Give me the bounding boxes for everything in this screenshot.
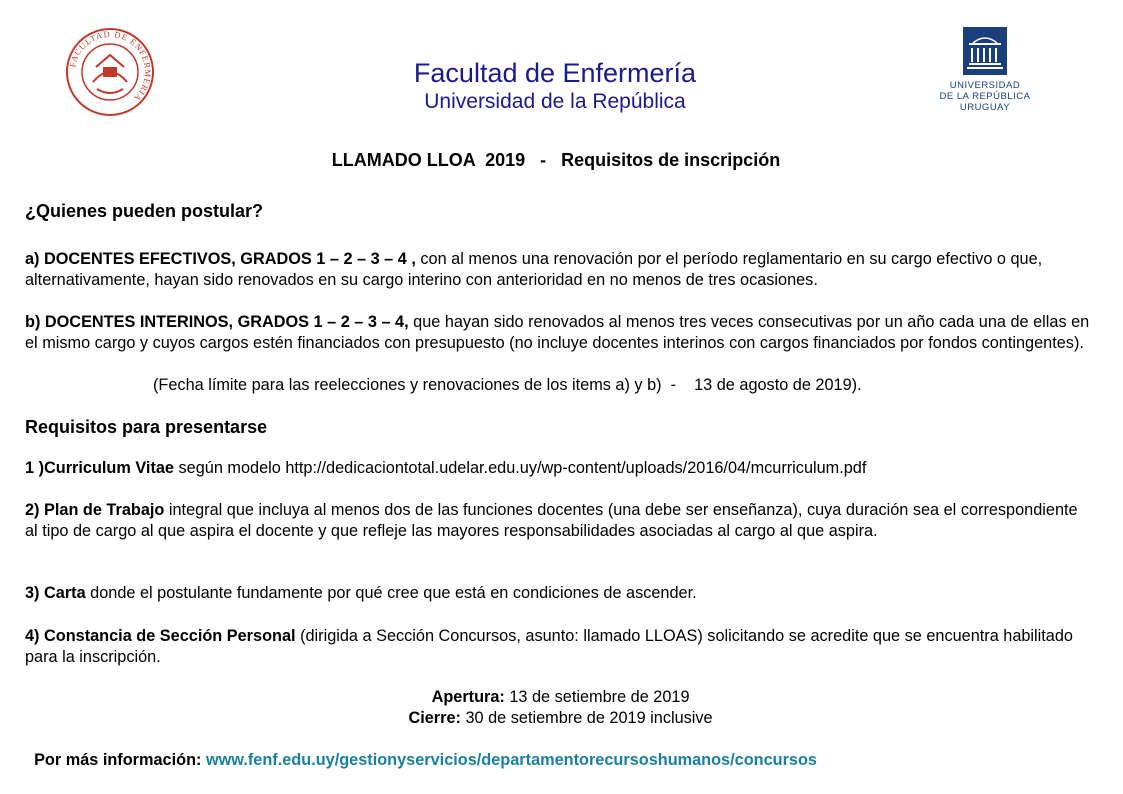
requirement-2 — [25, 500, 1090, 542]
item-b-paragraph — [25, 312, 1090, 354]
udelar-logo — [935, 25, 1035, 117]
requirement-1 — [25, 458, 1090, 479]
requirement-4-text: (dirigida a Sección Concursos, asunto: llamado LLOAS) solicitando se acredite que se encuentra habilitado para la inscripción. — [25, 627, 1073, 666]
seal-text: FACULTAD DE ENFERMERIA — [67, 28, 154, 104]
item-b-label: b) DOCENTES INTERINOS, GRADOS 1 – 2 – 3 – 4, — [25, 313, 409, 331]
closing-date — [0, 687, 1112, 729]
udelar-logo-text: UNIVERSIDAD DE LA REPÚBLICA URUGUAY — [939, 80, 1031, 113]
requirement-1-text: según modelo http://dedicaciontotal.udelar.edu.uy/wp-content/uploads/2016/04/mcurriculum.pdf — [174, 459, 867, 477]
requirements-heading: Requisitos para presentarse — [25, 417, 268, 437]
requirement-3 — [25, 583, 1090, 604]
header — [330, 57, 780, 115]
requirement-3-label: 3) Carta — [25, 584, 86, 602]
closing-value: 30 de setiembre de 2019 inclusive — [460, 709, 713, 727]
more-info — [25, 729, 1090, 771]
faculty-seal-logo — [63, 27, 157, 117]
requirement-3-text: donde el postulante fundamente por qué cree que está en condiciones de ascender. — [85, 584, 697, 602]
requirement-4 — [25, 626, 1090, 668]
requirement-4-label: 4) Constancia de Sección Personal — [25, 627, 296, 645]
item-a-text: con al menos una renovación por el período reglamentario en su cargo efectivo o que, alternativamente, hayan sido renovados en su cargo interino con anterioridad en no menos de tres ocasiones. — [25, 250, 1043, 289]
more-info-link[interactable]: www.fenf.edu.uy/gestionyservicios/departamentorecursoshumanos/concursos — [205, 751, 817, 769]
document-title: LLAMADO LLOA 2019 - Requisitos de inscripción — [331, 150, 781, 170]
item-a-label: a) DOCENTES EFECTIVOS, GRADOS 1 – 2 – 3 – 4 , — [25, 250, 416, 268]
item-a-paragraph — [25, 249, 1090, 291]
faculty-seal-icon — [63, 27, 157, 117]
opening-label: Apertura: — [431, 688, 505, 706]
university-subtitle: Universidad de la República — [424, 90, 686, 113]
requirement-1-label: 1 )Curriculum Vitae — [25, 459, 174, 477]
requirement-2-text: integral que incluya al menos dos de las funciones docentes (una debe ser enseñanza), cuya duración sea el correspondiente al tipo de cargo al que aspira el docente y que refleje las mayores responsabilidades asociadas al cargo al que aspira. — [25, 501, 1078, 540]
opening-value: 13 de setiembre de 2019 — [504, 688, 690, 706]
item-b-text: que hayan sido renovados al menos tres veces consecutivas por un año cada una de ellas en el mismo cargo y cuyos cargos estén financiados con presupuesto (no incluye docentes interinos con cargos financiados por fondos contingentes). — [25, 313, 1090, 352]
deadline-note: (Fecha límite para las reelecciones y renovaciones de los items a) y b) - 13 de agosto de 2019). — [153, 376, 862, 394]
more-info-label: Por más información: — [34, 751, 206, 769]
closing-label: Cierre: — [408, 709, 461, 727]
faculty-title: Facultad de Enfermería — [413, 58, 697, 88]
udelar-building-icon — [935, 25, 1035, 79]
who-can-apply-heading: ¿Quienes pueden postular? — [25, 201, 264, 221]
requirement-2-label: 2) Plan de Trabajo — [25, 501, 165, 519]
